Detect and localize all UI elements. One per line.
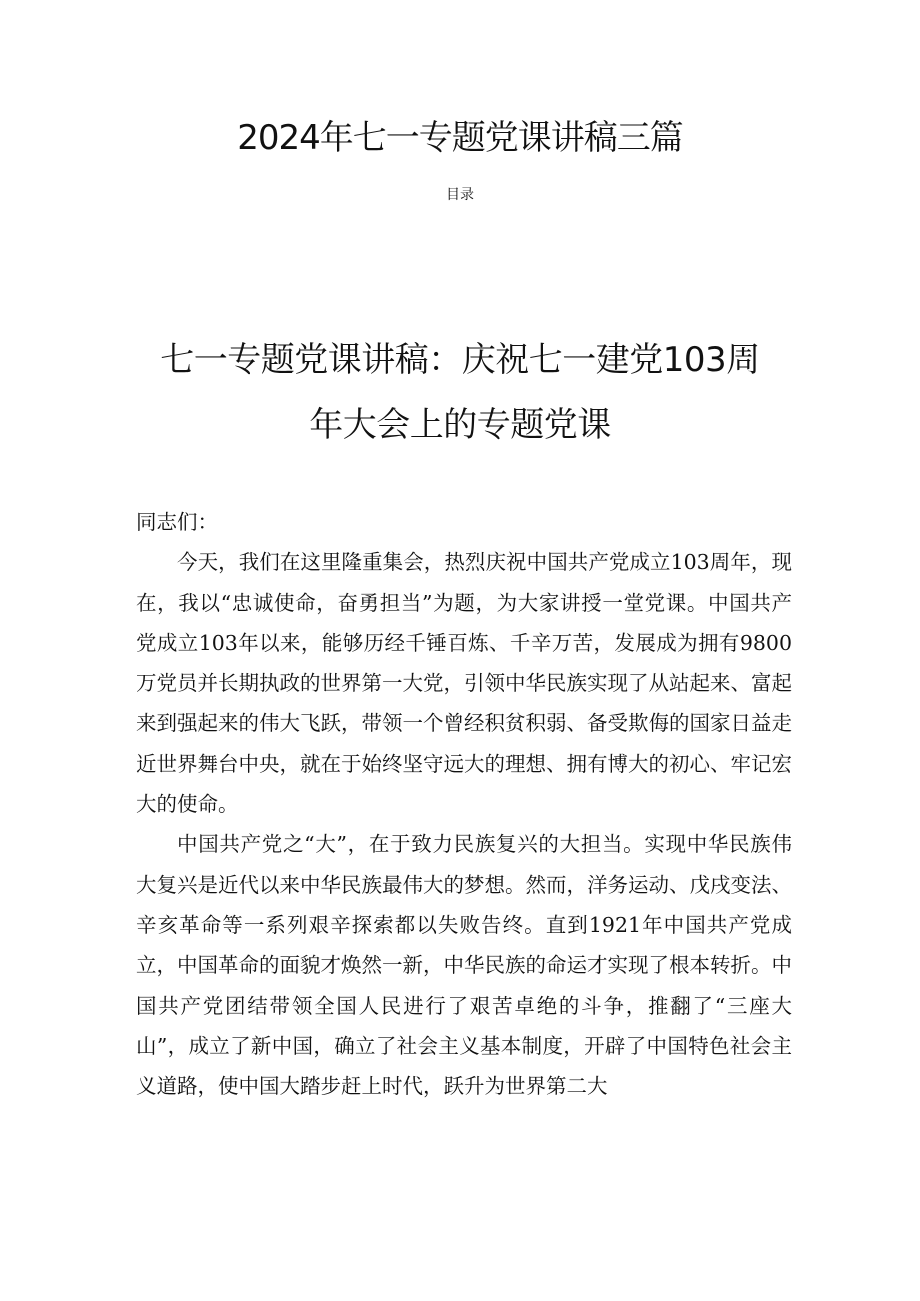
section-title	[0, 334, 920, 451]
section-title-line-1: 七一专题党课讲稿：庆祝七一建党103周	[160, 340, 760, 380]
paragraph-1: 今天，我们在这里隆重集会，热烈庆祝中国共产党成立103周年，现在，我以“忠诚使命，奋勇担当”为题，为大家讲授一堂党课。中国共产党成立103年以来，能够历经千锤百炼、千辛万苦，发展成为拥有9800万党员并长期执政的世界第一大党，引领中华民族实现了从站起来、富起来到强起来的伟大飞跃，带领一个曾经积贫积弱、备受欺侮的国家日益走近世界舞台中央，就在于始终坚守远大的理想、拥有博大的初心、牢记宏大的使命。	[136, 550, 792, 817]
paragraph-2: 中国共产党之“大”，在于致力民族复兴的大担当。实现中华民族伟大复兴是近代以来中华民族最伟大的梦想。然而，洋务运动、戊戌变法、辛亥革命等一系列艰辛探索都以失败告终。直到1921年中国共产党成立，中国革命的面貌才焕然一新，中华民族的命运才实现了根本转折。中国共产党团结带领全国人民进行了艰苦卓绝的斗争，推翻了“三座大山”，成立了新中国，确立了社会主义基本制度，开辟了中国特色社会主义道路，使中国大踏步赶上时代，跃升为世界第二大	[136, 832, 792, 1099]
section-title-line-2: 年大会上的专题党课	[309, 405, 611, 445]
table-of-contents-label: 目录	[446, 187, 474, 203]
salutation: 同志们：	[136, 510, 218, 534]
body-text	[136, 502, 792, 1106]
document-title: 2024年七一专题党课讲稿三篇	[237, 118, 683, 158]
